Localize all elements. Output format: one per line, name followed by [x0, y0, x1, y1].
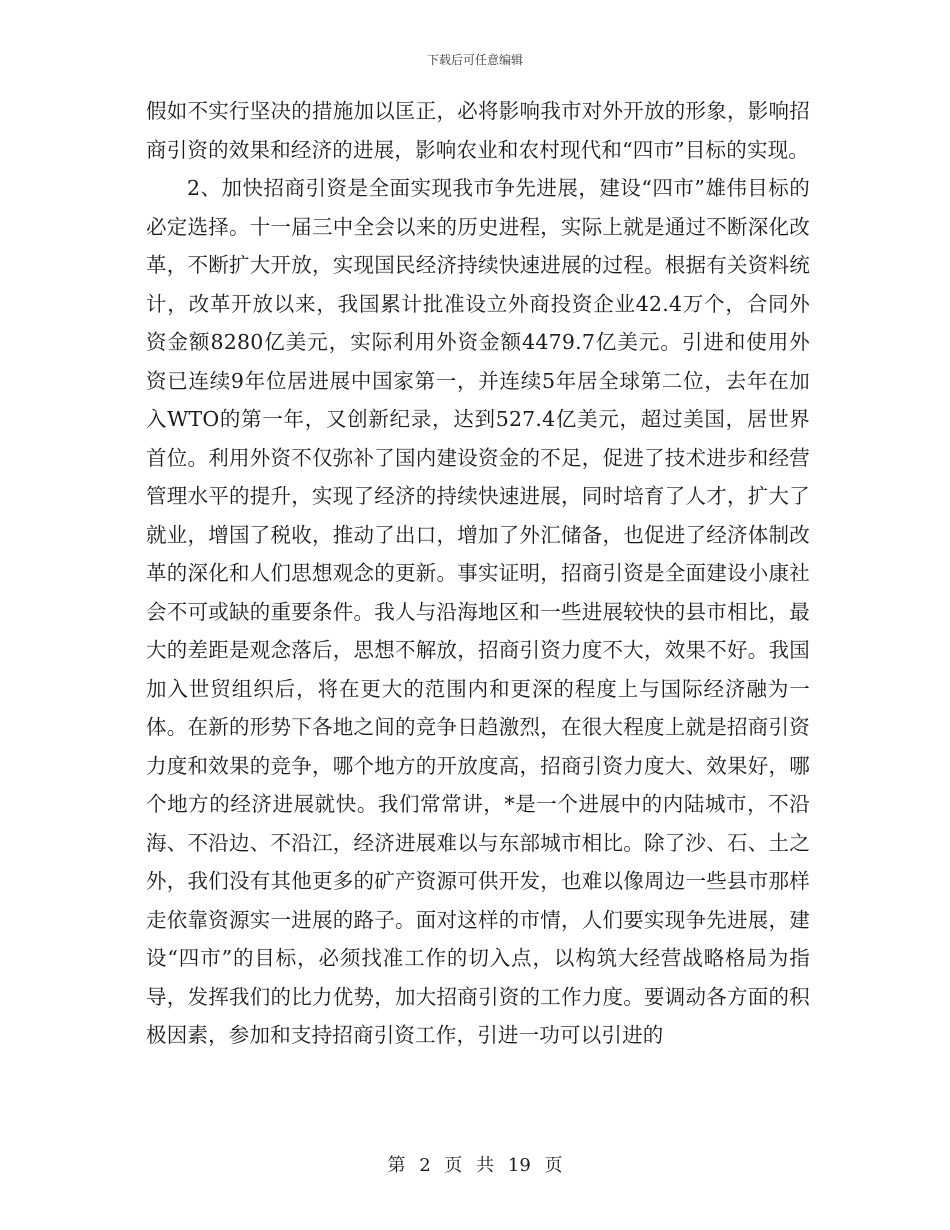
paragraph-section-2: 2、加快招商引资是全面实现我市争先进展，建设“四市”雄伟目标的必定选择。十一届三中全会以来的历史进程，实际上就是通过不断深化改革，不断扩大开放，实现国民经济持续快速进展的过程。根据有关资料统计，改革开放以来，我国累计批准设立外商投资企业42.4万个，合同外资金额8280亿美元，实际利用外资金额4479.7亿美元。引进和使用外资已连续9年位居进展中国家第一，并连续5年居全球第二位，去年在加入WTO的第一年，又创新纪录，达到527.4亿美元，超过美国，居世界首位。利用外资不仅弥补了国内建设资金的不足，促进了技术进步和经营管理水平的提升，实现了经济的持续快速进展，同时培育了人才，扩大了就业，增国了税收，推动了出口，增加了外汇储备，也促进了经济体制改革的深化和人们思想观念的更新。事实证明，招商引资是全面建设小康社会不可或缺的重要条件。我人与沿海地区和一些进展较快的县市相比，最大的差距是观念落后，思想不解放，招商引资力度不大，效果不好。我国加入世贸组织后，将在更大的范围内和更深的程度上与国际经济融为一体。在新的形势下各地之间的竞争日趋激烈，在很大程度上就是招商引资力度和效果的竞争，哪个地方的开放度高，招商引资力度大、效果好，哪个地方的经济进展就快。我们常常讲，*是一个进展中的内陆城市，不沿海、不沿边、不沿江，经济进展难以与东部城市相比。除了沙、石、土之外，我们没有其他更多的矿产资源可供开发，也难以像周边一些县市那样走依靠资源实一进展的路子。面对这样的市情，人们要实现争先进展，建设“四市”的目标，必须找准工作的切入点，以构筑大经营战略格局为指导，发挥我们的比力优势，加大招商引资的工作力度。要调动各方面的积极因素，参加和支持招商引资工作，引进一功可以引进的	[146, 176, 810, 1047]
page-label-suffix: 页	[444, 1155, 463, 1176]
total-page-count: 19	[507, 1155, 531, 1176]
page-footer	[0, 1154, 950, 1178]
total-label-suffix: 页	[544, 1155, 563, 1176]
total-label-prefix: 共	[476, 1155, 495, 1176]
current-page-number: 2	[419, 1155, 431, 1176]
document-body	[146, 92, 810, 1055]
page-header: 下载后可任意编辑	[426, 53, 523, 67]
page-label-prefix: 第	[387, 1155, 406, 1176]
paragraph-continuation: 假如不实行坚决的措施加以匡正，必将影响我市对外开放的形象，影响招商引资的效果和经济的进展，影响农业和农村现代和“四市”目标的实现。	[146, 99, 810, 162]
